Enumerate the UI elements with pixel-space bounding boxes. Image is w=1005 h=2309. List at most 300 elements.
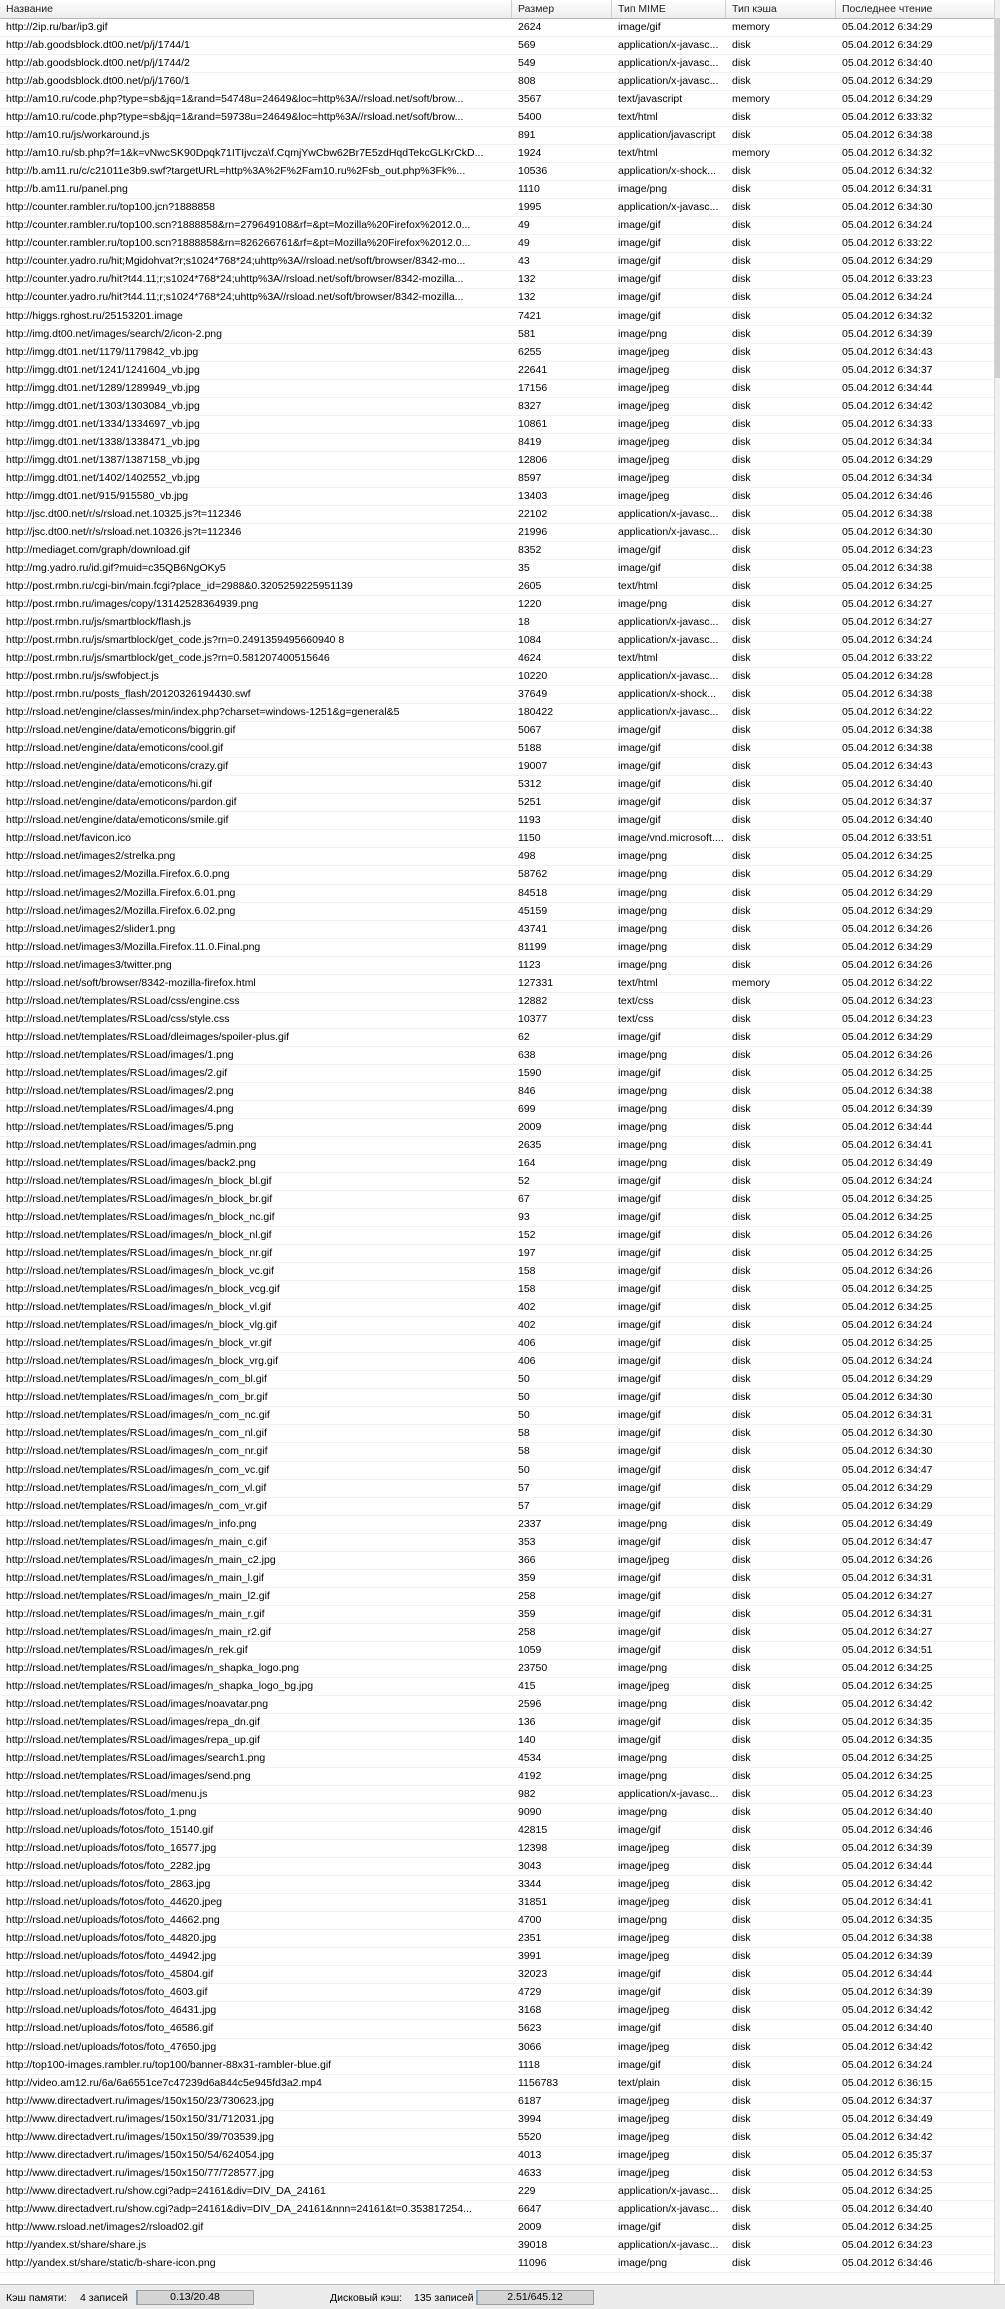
table-row[interactable] (0, 740, 998, 758)
table-row[interactable] (0, 199, 998, 217)
column-header-size[interactable]: Размер (512, 0, 612, 18)
cell-name: http://rsload.net/templates/RSLoad/images/back2.png (6, 1156, 256, 1169)
cell-mime: image/jpeg (618, 1878, 670, 1891)
table-row[interactable] (0, 722, 998, 740)
cell-mime: image/gif (618, 2058, 661, 2071)
cell-size: 982 (518, 1788, 536, 1801)
table-row[interactable] (0, 452, 998, 470)
cell-mime: image/jpeg (618, 2094, 670, 2107)
cell-last-read: 05.04.2012 6:34:38 (842, 688, 933, 701)
cell-name: http://rsload.net/templates/RSLoad/images/n_main_l2.gif (6, 1589, 270, 1602)
cell-mime: image/gif (618, 1607, 661, 1620)
cell-size: 10861 (518, 417, 548, 430)
table-row[interactable] (0, 2057, 998, 2075)
cell-last-read: 05.04.2012 6:34:29 (842, 868, 933, 881)
cell-name: http://rsload.net/templates/RSLoad/css/style.css (6, 1012, 230, 1025)
cell-last-read: 05.04.2012 6:33:23 (842, 273, 933, 286)
cell-size: 4192 (518, 1770, 542, 1783)
cell-last-read: 05.04.2012 6:34:34 (842, 435, 933, 448)
table-row[interactable] (0, 2219, 998, 2237)
cell-last-read: 05.04.2012 6:34:29 (842, 1499, 933, 1512)
table-row[interactable] (0, 1606, 998, 1624)
cell-mime: image/jpeg (618, 1950, 670, 1963)
cell-name: http://counter.rambler.ru/top100.jcn?1888858 (6, 201, 215, 214)
table-row[interactable] (0, 524, 998, 542)
table-row[interactable] (0, 1173, 998, 1191)
table-row[interactable] (0, 145, 998, 163)
cell-name: http://rsload.net/templates/RSLoad/images/n_com_vr.gif (6, 1499, 267, 1512)
table-row[interactable] (0, 308, 998, 326)
cell-cache-type: disk (732, 922, 751, 935)
table-row[interactable] (0, 921, 998, 939)
table-row[interactable] (0, 1516, 998, 1534)
cell-name: http://rsload.net/templates/RSLoad/images/admin.png (6, 1138, 257, 1151)
cell-cache-type: disk (732, 2130, 751, 2143)
cell-size: 2009 (518, 2220, 542, 2233)
table-row[interactable] (0, 1101, 998, 1119)
table-row[interactable] (0, 1876, 998, 1894)
cell-size: 5251 (518, 796, 542, 809)
cell-cache-type: disk (732, 1499, 751, 1512)
memory-cache-usage-bar (136, 2290, 254, 2305)
cell-name: http://rsload.net/templates/RSLoad/images/n_main_c2.jpg (6, 1553, 276, 1566)
cell-name: http://rsload.net/templates/RSLoad/images/n_block_vr.gif (6, 1337, 272, 1350)
vertical-scrollbar[interactable] (994, 0, 1000, 2284)
cell-cache-type: disk (732, 1211, 751, 1224)
cell-mime: image/png (618, 1517, 668, 1530)
cell-cache-type: disk (732, 2166, 751, 2179)
cell-mime: image/gif (618, 1030, 661, 1043)
table-row[interactable] (0, 109, 998, 127)
disk-cache-usage-text: 2.51/645.12 (507, 2291, 563, 2303)
table-row[interactable] (0, 55, 998, 73)
table-row[interactable] (0, 2147, 998, 2165)
cell-size: 57 (518, 1499, 530, 1512)
table-row[interactable] (0, 1696, 998, 1714)
table-row[interactable] (0, 289, 998, 307)
cell-size: 1156783 (518, 2076, 559, 2089)
cell-mime: image/gif (618, 1625, 661, 1638)
table-row[interactable] (0, 181, 998, 199)
cell-cache-type: disk (732, 2058, 751, 2071)
cell-cache-type: disk (732, 778, 751, 791)
cell-name: http://www.directadvert.ru/show.cgi?adp=24161&div=DIV_DA_24161 (6, 2184, 326, 2197)
table-row[interactable] (0, 993, 998, 1011)
cell-cache-type: disk (732, 832, 751, 845)
table-row[interactable] (0, 1407, 998, 1425)
cell-name: http://rsload.net/images2/slider1.png (6, 922, 176, 935)
cell-last-read: 05.04.2012 6:34:29 (842, 93, 933, 106)
cell-size: 1590 (518, 1066, 542, 1079)
table-row[interactable] (0, 2093, 998, 2111)
cell-mime: application/x-javasc... (618, 616, 719, 629)
table-row[interactable] (0, 542, 998, 560)
cell-last-read: 05.04.2012 6:34:25 (842, 1301, 933, 1314)
cell-mime: image/jpeg (618, 2166, 670, 2179)
table-row[interactable] (0, 1443, 998, 1461)
table-row[interactable] (0, 1858, 998, 1876)
table-row[interactable] (0, 163, 998, 181)
cell-last-read: 05.04.2012 6:34:25 (842, 1679, 933, 1692)
column-header-name[interactable]: Название (0, 0, 512, 18)
table-row[interactable] (0, 2002, 998, 2020)
table-row[interactable] (0, 704, 998, 722)
cell-last-read: 05.04.2012 6:34:25 (842, 2220, 933, 2233)
table-row[interactable] (0, 1047, 998, 1065)
cell-last-read: 05.04.2012 6:34:27 (842, 1589, 933, 1602)
cell-size: 5400 (518, 111, 542, 124)
cell-size: 31851 (518, 1896, 548, 1909)
cell-last-read: 05.04.2012 6:34:26 (842, 958, 933, 971)
cell-cache-type: disk (732, 1571, 751, 1584)
cell-name: http://imgg.dt01.net/1338/1338471_vb.jpg (6, 435, 200, 448)
table-row[interactable] (0, 1588, 998, 1606)
table-row[interactable] (0, 2075, 998, 2093)
cell-mime: image/gif (618, 1319, 661, 1332)
table-row[interactable] (0, 73, 998, 91)
table-row[interactable] (0, 488, 998, 506)
cell-last-read: 05.04.2012 6:34:30 (842, 201, 933, 214)
cell-name: http://rsload.net/templates/RSLoad/images/n_com_nc.gif (6, 1409, 270, 1422)
table-row[interactable] (0, 939, 998, 957)
cell-size: 21996 (518, 525, 548, 538)
cell-name: http://rsload.net/uploads/fotos/foto_4603.gif (6, 1986, 208, 1999)
table-row[interactable] (0, 1029, 998, 1047)
scrollbar-thumb[interactable] (995, 18, 1000, 378)
table-row[interactable] (0, 1678, 998, 1696)
table-row[interactable] (0, 668, 998, 686)
cell-mime: image/png (618, 183, 668, 196)
cell-mime: image/png (618, 598, 668, 610)
table-row[interactable] (0, 19, 998, 37)
cell-cache-type: disk (732, 237, 751, 250)
cell-cache-type: disk (732, 309, 751, 322)
cell-last-read: 05.04.2012 6:34:24 (842, 1319, 933, 1332)
table-row[interactable] (0, 398, 998, 416)
cell-cache-type: disk (732, 1265, 751, 1278)
cell-name: http://rsload.net/templates/RSLoad/images/4.png (6, 1102, 234, 1115)
cell-mime: image/gif (618, 1355, 661, 1368)
table-row[interactable] (0, 1894, 998, 1912)
table-row[interactable] (0, 380, 998, 398)
table-row[interactable] (0, 2111, 998, 2129)
cell-last-read: 05.04.2012 6:34:23 (842, 543, 933, 556)
cell-name: http://rsload.net/templates/RSLoad/images/n_com_nl.gif (6, 1427, 267, 1440)
table-row[interactable] (0, 344, 998, 362)
table-row[interactable] (0, 470, 998, 488)
cell-cache-type: disk (732, 760, 751, 773)
cell-cache-type: memory (732, 147, 770, 160)
cell-last-read: 05.04.2012 6:34:38 (842, 1932, 933, 1945)
table-row[interactable] (0, 794, 998, 812)
table-row[interactable] (0, 1498, 998, 1516)
table-row[interactable] (0, 1984, 998, 2002)
table-row[interactable] (0, 1317, 998, 1335)
table-row[interactable] (0, 1822, 998, 1840)
table-row[interactable] (0, 1281, 998, 1299)
table-row[interactable] (0, 1119, 998, 1137)
table-row[interactable] (0, 217, 998, 235)
table-row[interactable] (0, 2129, 998, 2147)
table-row[interactable] (0, 434, 998, 452)
table-row[interactable] (0, 506, 998, 524)
table-row[interactable] (0, 1660, 998, 1678)
cell-last-read: 05.04.2012 6:34:44 (842, 1968, 933, 1981)
table-row[interactable] (0, 1804, 998, 1822)
cell-size: 3168 (518, 2004, 542, 2017)
table-row[interactable] (0, 253, 998, 271)
table-row[interactable] (0, 1462, 998, 1480)
cell-last-read: 05.04.2012 6:34:41 (842, 1138, 933, 1151)
cell-last-read: 05.04.2012 6:34:29 (842, 453, 933, 466)
cell-name: http://rsload.net/templates/RSLoad/images/n_shapka_logo.png (6, 1661, 300, 1674)
cell-mime: image/gif (618, 1715, 661, 1728)
cell-name: http://am10.ru/code.php?type=sb&jq=1&rand=59738u=24649&loc=http%3A//rsload.net/soft/brow... (6, 111, 464, 124)
table-row[interactable] (0, 614, 998, 632)
table-row[interactable] (0, 1299, 998, 1317)
table-row[interactable] (0, 632, 998, 650)
cell-name: http://rsload.net/images2/strelka.png (6, 850, 176, 863)
table-row[interactable] (0, 1948, 998, 1966)
table-row[interactable] (0, 127, 998, 145)
cell-mime: application/x-javasc... (618, 1788, 719, 1801)
cell-size: 699 (518, 1102, 536, 1115)
cell-name: http://post.rmbn.ru/posts_flash/20120326194430.swf (6, 688, 251, 701)
table-row[interactable] (0, 1245, 998, 1263)
table-row[interactable] (0, 2201, 998, 2219)
cell-mime: image/gif (618, 1499, 661, 1512)
cell-cache-type: disk (732, 1950, 751, 1963)
cell-name: http://2ip.ru/bar/ip3.gif (6, 21, 108, 33)
cell-mime: image/png (618, 1156, 668, 1169)
table-row[interactable] (0, 326, 998, 344)
cell-last-read: 05.04.2012 6:34:37 (842, 796, 933, 809)
cell-mime: text/javascript (618, 93, 683, 106)
cell-name: http://rsload.net/uploads/fotos/foto_15140.gif (6, 1824, 214, 1837)
cell-last-read: 05.04.2012 6:34:26 (842, 1048, 933, 1061)
table-row[interactable] (0, 2039, 998, 2057)
table-row[interactable] (0, 578, 998, 596)
cell-mime: image/gif (618, 742, 661, 755)
cell-size: 359 (518, 1571, 536, 1584)
cell-last-read: 05.04.2012 6:34:24 (842, 2058, 933, 2071)
table-row[interactable] (0, 686, 998, 704)
table-row[interactable] (0, 650, 998, 668)
cell-name: http://rsload.net/engine/data/emoticons/cool.gif (6, 742, 224, 755)
cell-mime: image/gif (618, 543, 661, 556)
cell-size: 3567 (518, 93, 542, 106)
table-row[interactable] (0, 2237, 998, 2255)
table-row[interactable] (0, 1191, 998, 1209)
table-row[interactable] (0, 1480, 998, 1498)
table-row[interactable] (0, 885, 998, 903)
table-row[interactable] (0, 1137, 998, 1155)
column-header-last-read[interactable]: Последнее чтение (836, 0, 998, 18)
cell-size: 3066 (518, 2040, 542, 2053)
cell-cache-type: disk (732, 1463, 751, 1476)
column-header-cache-type[interactable]: Тип кэша (726, 0, 836, 18)
table-row[interactable] (0, 1425, 998, 1443)
cell-mime: image/jpeg (618, 489, 670, 502)
cell-cache-type: disk (732, 2256, 751, 2269)
cell-cache-type: disk (732, 616, 751, 629)
table-row[interactable] (0, 848, 998, 866)
cell-mime: image/gif (618, 1211, 661, 1224)
cell-last-read: 05.04.2012 6:34:38 (842, 561, 933, 574)
cell-cache-type: disk (732, 1175, 751, 1187)
cell-last-read: 05.04.2012 6:34:30 (842, 1445, 933, 1458)
table-row[interactable] (0, 1732, 998, 1750)
cell-mime: application/x-javasc... (618, 634, 719, 647)
table-row[interactable] (0, 1335, 998, 1353)
table-row[interactable] (0, 1714, 998, 1732)
cell-name: http://rsload.net/templates/RSLoad/images/n_block_br.gif (6, 1193, 273, 1206)
cell-cache-type: disk (732, 1481, 751, 1494)
cell-last-read: 05.04.2012 6:34:49 (842, 1517, 933, 1530)
cell-name: http://rsload.net/templates/RSLoad/images/n_block_nr.gif (6, 1247, 273, 1260)
table-row[interactable] (0, 1930, 998, 1948)
table-row[interactable] (0, 596, 998, 614)
table-row[interactable] (0, 758, 998, 776)
cell-mime: application/x-javasc... (618, 75, 719, 88)
cell-last-read: 05.04.2012 6:34:42 (842, 2004, 933, 2017)
table-row[interactable] (0, 37, 998, 55)
cell-mime: image/png (618, 1752, 668, 1764)
table-row[interactable] (0, 235, 998, 253)
cell-mime: image/png (618, 850, 668, 863)
table-row[interactable] (0, 975, 998, 993)
cell-name: http://counter.yadro.ru/hit;Mgidohvat?r;s1024*768*24;uhttp%3A//rsload.net/soft/browser/8342-mo... (6, 255, 466, 268)
cell-cache-type: disk (732, 886, 751, 899)
cell-last-read: 05.04.2012 6:34:26 (842, 1229, 933, 1242)
cell-size: 4624 (518, 652, 542, 665)
cell-size: 67 (518, 1193, 530, 1206)
cell-cache-type: disk (732, 1607, 751, 1620)
cell-mime: image/gif (618, 1391, 661, 1404)
table-row[interactable] (0, 1389, 998, 1407)
table-row[interactable] (0, 1534, 998, 1552)
cell-last-read: 05.04.2012 6:34:29 (842, 1030, 933, 1043)
table-header (0, 0, 998, 19)
cell-cache-type: disk (732, 652, 751, 665)
cell-name: http://rsload.net/templates/RSLoad/images/n_com_bl.gif (6, 1373, 267, 1386)
table-row[interactable] (0, 1840, 998, 1858)
table-row[interactable] (0, 776, 998, 794)
cell-last-read: 05.04.2012 6:34:23 (842, 994, 933, 1007)
cell-mime: image/png (618, 886, 668, 899)
table-row[interactable] (0, 1768, 998, 1786)
column-header-mime[interactable]: Тип MIME (612, 0, 726, 18)
table-row[interactable] (0, 1155, 998, 1173)
cell-mime: image/png (618, 1102, 668, 1115)
table-row[interactable] (0, 1065, 998, 1083)
table-row[interactable] (0, 1570, 998, 1588)
cell-cache-type: memory (732, 93, 770, 106)
table-row[interactable] (0, 1011, 998, 1029)
cell-size: 22641 (518, 363, 548, 376)
cell-mime: image/gif (618, 1265, 661, 1278)
table-row[interactable] (0, 2165, 998, 2183)
cell-name: http://yandex.st/share/static/b-share-icon.png (6, 2256, 216, 2269)
table-row[interactable] (0, 1750, 998, 1768)
table-row[interactable] (0, 1966, 998, 1984)
table-row[interactable] (0, 1209, 998, 1227)
table-row[interactable] (0, 91, 998, 109)
cell-cache-type: disk (732, 2076, 751, 2089)
table-row[interactable] (0, 560, 998, 578)
table-row[interactable] (0, 2183, 998, 2201)
cell-mime: image/gif (618, 1193, 661, 1206)
cell-mime: image/gif (618, 21, 661, 33)
table-row[interactable] (0, 2255, 998, 2273)
table-row[interactable] (0, 1083, 998, 1101)
table-row[interactable] (0, 1912, 998, 1930)
table-row[interactable] (0, 1552, 998, 1570)
table-row[interactable] (0, 903, 998, 921)
cell-name: http://post.rmbn.ru/js/swfobject.js (6, 670, 159, 683)
table-row[interactable] (0, 1624, 998, 1642)
cell-name: http://rsload.net/templates/RSLoad/images/n_com_vc.gif (6, 1463, 270, 1476)
cell-name: http://rsload.net/engine/data/emoticons/hi.gif (6, 778, 213, 791)
cell-last-read: 05.04.2012 6:34:39 (842, 1986, 933, 1999)
cell-last-read: 05.04.2012 6:34:42 (842, 1878, 933, 1891)
cell-name: http://am10.ru/js/workaround.js (6, 129, 150, 142)
table-row[interactable] (0, 362, 998, 380)
table-row[interactable] (0, 1353, 998, 1371)
cell-name: http://post.rmbn.ru/cgi-bin/main.fcgi?place_id=2988&0.3205259225951139 (6, 579, 353, 592)
cell-cache-type: disk (732, 1896, 751, 1909)
status-bar (0, 2284, 1005, 2309)
cell-mime: image/gif (618, 1229, 661, 1242)
cell-name: http://rsload.net/templates/RSLoad/images/search1.png (6, 1752, 266, 1764)
table-row[interactable] (0, 830, 998, 848)
table-row[interactable] (0, 866, 998, 884)
table-row[interactable] (0, 271, 998, 289)
cell-cache-type: disk (732, 1553, 751, 1566)
cell-size: 5623 (518, 2022, 542, 2035)
table-row[interactable] (0, 1263, 998, 1281)
cell-cache-type: disk (732, 742, 751, 755)
cell-cache-type: disk (732, 435, 751, 448)
cell-cache-type: disk (732, 796, 751, 809)
table-row[interactable] (0, 1786, 998, 1804)
cell-mime: application/x-javasc... (618, 2202, 719, 2215)
cell-size: 3994 (518, 2112, 542, 2125)
table-row[interactable] (0, 1227, 998, 1245)
table-row[interactable] (0, 1371, 998, 1389)
table-row[interactable] (0, 1642, 998, 1660)
cell-name: http://rsload.net/templates/RSLoad/images/send.png (6, 1770, 251, 1783)
cell-cache-type: disk (732, 507, 751, 520)
cell-size: 2624 (518, 21, 542, 33)
table-row[interactable] (0, 416, 998, 434)
cell-mime: image/gif (618, 1427, 661, 1440)
cell-name: http://rsload.net/templates/RSLoad/images/n_com_br.gif (6, 1391, 268, 1404)
cell-last-read: 05.04.2012 6:33:22 (842, 237, 933, 250)
cell-size: 258 (518, 1625, 536, 1638)
cell-size: 1059 (518, 1643, 542, 1656)
cell-mime: image/png (618, 1084, 668, 1097)
cell-name: http://rsload.net/templates/RSLoad/dleimages/spoiler-plus.gif (6, 1030, 290, 1043)
cell-cache-type: disk (732, 2004, 751, 2017)
table-row[interactable] (0, 957, 998, 975)
table-row[interactable] (0, 812, 998, 830)
cell-cache-type: disk (732, 1193, 751, 1206)
cell-last-read: 05.04.2012 6:34:25 (842, 1193, 933, 1206)
table-row[interactable] (0, 2020, 998, 2038)
cell-cache-type: disk (732, 868, 751, 881)
cell-size: 402 (518, 1319, 536, 1332)
